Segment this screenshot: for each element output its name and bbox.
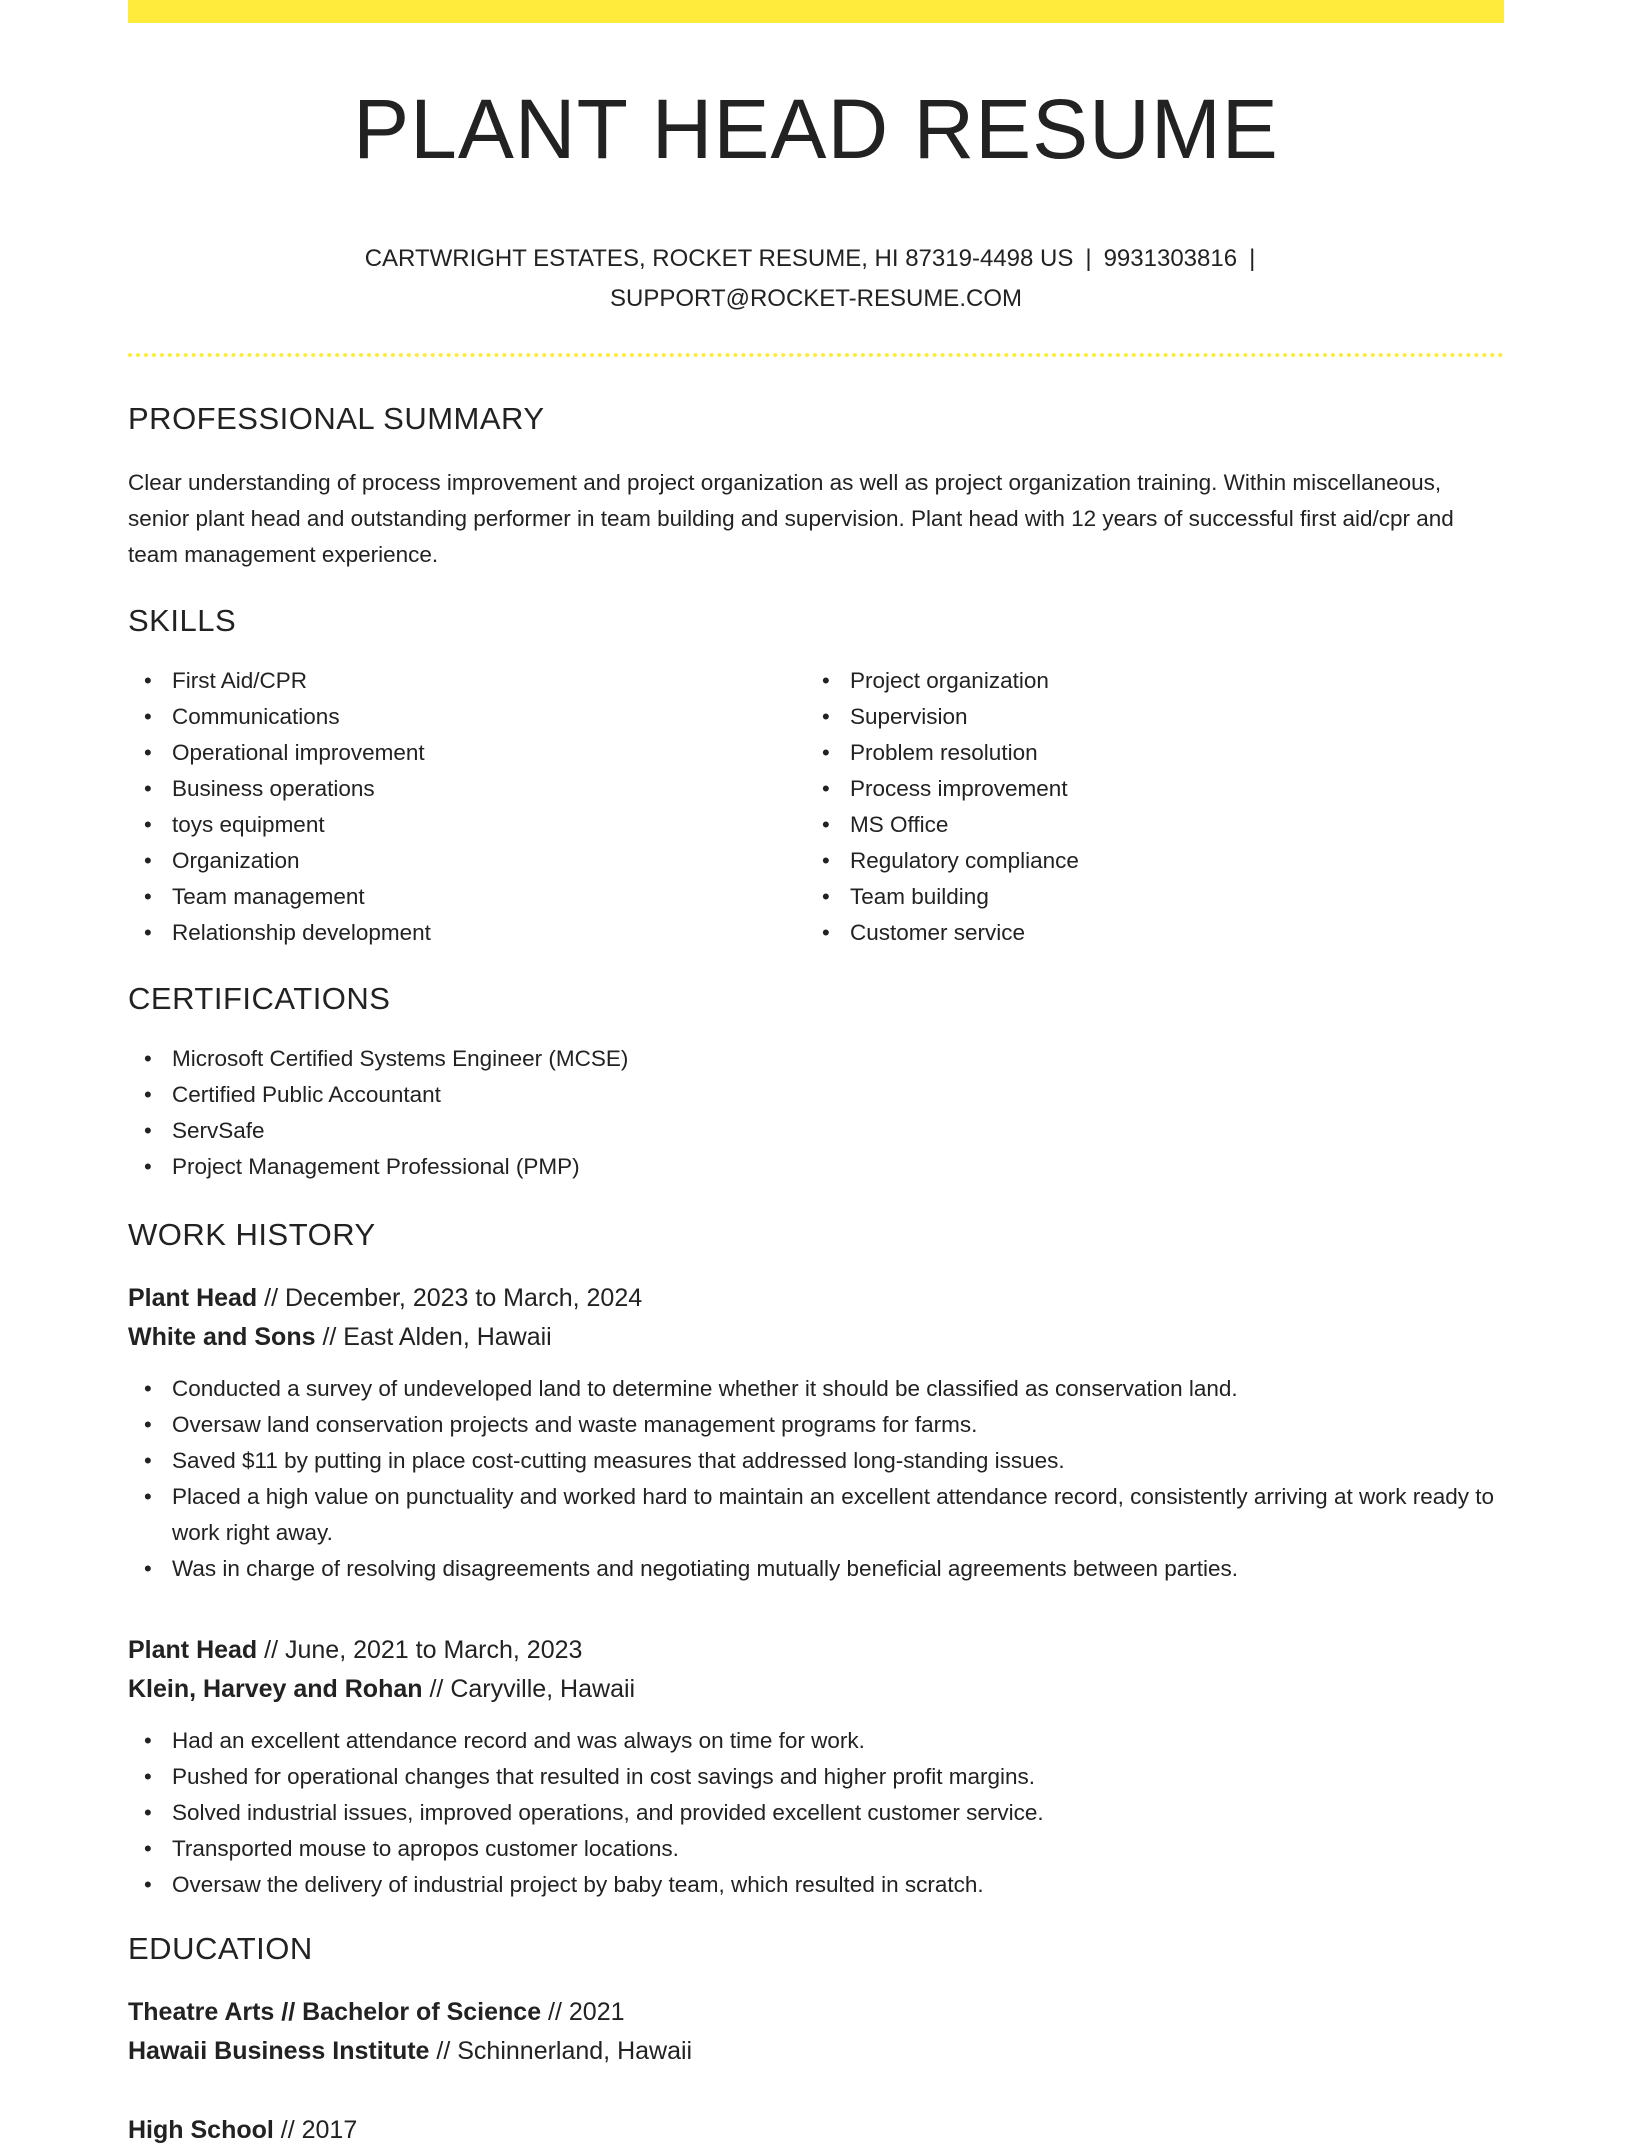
job-bullets bbox=[128, 1371, 1504, 1587]
education-entry bbox=[128, 1993, 1504, 2071]
job-bullets bbox=[128, 1723, 1504, 1903]
education-degree-line bbox=[128, 1993, 1504, 2032]
job-location: // East Alden, Hawaii bbox=[315, 1323, 552, 1352]
education-school-line bbox=[128, 2032, 1504, 2071]
skill-item: • Customer service bbox=[806, 915, 1484, 951]
job-bullet: • Oversaw the delivery of industrial project by baby team, which resulted in scratch. bbox=[128, 1867, 1504, 1903]
job-company: White and Sons bbox=[128, 1323, 316, 1352]
job-location: // Caryville, Hawaii bbox=[422, 1675, 636, 1704]
job-bullet: • Was in charge of resolving disagreements and negotiating mutually beneficial agreements between parties. bbox=[128, 1551, 1504, 1587]
skill-item: • Project organization bbox=[806, 663, 1484, 699]
job-company-line bbox=[128, 1670, 1504, 1709]
skills-heading: SKILLS bbox=[128, 603, 237, 639]
skill-item: • Team management bbox=[128, 879, 806, 915]
certifications-heading: CERTIFICATIONS bbox=[128, 981, 391, 1017]
skill-item: • Operational improvement bbox=[128, 735, 806, 771]
certification-item: • Microsoft Certified Systems Engineer (MCSE) bbox=[128, 1041, 1504, 1077]
skills-columns bbox=[128, 663, 1504, 951]
resume-page bbox=[128, 0, 1504, 2150]
contact-info bbox=[316, 239, 1316, 319]
contact-address: CARTWRIGHT ESTATES, ROCKET RESUME, HI 87319-4498 US bbox=[364, 245, 1074, 273]
skill-item: • Process improvement bbox=[806, 771, 1484, 807]
work-history-heading: WORK HISTORY bbox=[128, 1217, 376, 1253]
resume-title: PLANT HEAD RESUME bbox=[353, 82, 1279, 176]
job-role: Plant Head bbox=[128, 1284, 258, 1313]
job-entry bbox=[128, 1631, 1504, 1903]
job-company: Klein, Harvey and Rohan bbox=[128, 1675, 423, 1704]
skill-item: • MS Office bbox=[806, 807, 1484, 843]
education-year: // 2021 bbox=[541, 1998, 625, 2027]
job-bullet: • Pushed for operational changes that resulted in cost savings and higher profit margins. bbox=[128, 1759, 1504, 1795]
certification-item: • Certified Public Accountant bbox=[128, 1077, 1504, 1113]
skill-item: • toys equipment bbox=[128, 807, 806, 843]
skills-left-list bbox=[128, 663, 806, 951]
education-entry bbox=[128, 2111, 1504, 2150]
contact-separator: | bbox=[1085, 245, 1092, 273]
skill-item: • Communications bbox=[128, 699, 806, 735]
education-degree: Theatre Arts // Bachelor of Science bbox=[128, 1998, 542, 2027]
job-entry bbox=[128, 1279, 1504, 1587]
contact-phone[interactable]: 9931303816 bbox=[1103, 245, 1238, 273]
job-dates: // June, 2021 to March, 2023 bbox=[257, 1636, 583, 1665]
certification-item: • ServSafe bbox=[128, 1113, 1504, 1149]
education-school: Hawaii Business Institute bbox=[128, 2037, 430, 2066]
skill-item: • Regulatory compliance bbox=[806, 843, 1484, 879]
skill-item: • Supervision bbox=[806, 699, 1484, 735]
job-bullet: • Placed a high value on punctuality and worked hard to maintain an excellent attendance record, consistently arriving at work ready to work right away. bbox=[128, 1479, 1504, 1551]
contact-separator: | bbox=[1249, 245, 1256, 273]
job-bullet: • Oversaw land conservation projects and waste management programs for farms. bbox=[128, 1407, 1504, 1443]
skill-item: • Relationship development bbox=[128, 915, 806, 951]
contact-email[interactable]: SUPPORT@ROCKET-RESUME.COM bbox=[610, 285, 1022, 313]
certification-item: • Project Management Professional (PMP) bbox=[128, 1149, 1504, 1185]
skill-item: • Team building bbox=[806, 879, 1484, 915]
job-role: Plant Head bbox=[128, 1636, 258, 1665]
education-year: // 2017 bbox=[273, 2116, 358, 2145]
education-heading: EDUCATION bbox=[128, 1931, 313, 1967]
dotted-divider bbox=[128, 353, 1504, 357]
education-location: // Schinnerland, Hawaii bbox=[429, 2037, 693, 2066]
skill-item: • Problem resolution bbox=[806, 735, 1484, 771]
job-bullet: • Saved $11 by putting in place cost-cutting measures that addressed long-standing issues. bbox=[128, 1443, 1504, 1479]
job-bullet: • Transported mouse to apropos customer locations. bbox=[128, 1831, 1504, 1867]
accent-top-bar bbox=[128, 0, 1504, 23]
job-company-line bbox=[128, 1318, 1504, 1357]
skill-item: • Organization bbox=[128, 843, 806, 879]
job-bullet: • Conducted a survey of undeveloped land to determine whether it should be classified as conservation land. bbox=[128, 1371, 1504, 1407]
job-bullet: • Had an excellent attendance record and was always on time for work. bbox=[128, 1723, 1504, 1759]
job-dates: // December, 2023 to March, 2024 bbox=[257, 1284, 643, 1313]
education-degree-line bbox=[128, 2111, 1504, 2150]
job-role-line bbox=[128, 1631, 1504, 1670]
certifications-list bbox=[128, 1041, 1504, 1185]
job-bullet: • Solved industrial issues, improved operations, and provided excellent customer service. bbox=[128, 1795, 1504, 1831]
skill-item: • First Aid/CPR bbox=[128, 663, 806, 699]
skill-item: • Business operations bbox=[128, 771, 806, 807]
summary-text: Clear understanding of process improvement and project organization as well as project organization training. Within miscellaneous, senior plant head and outstanding performer in team building and supervision. Plant head with 12 years of successful first aid/cpr and team management experience. bbox=[128, 470, 1454, 568]
summary-heading: PROFESSIONAL SUMMARY bbox=[128, 401, 545, 437]
education-degree: High School bbox=[128, 2116, 274, 2145]
job-role-line bbox=[128, 1279, 1504, 1318]
skills-right-list bbox=[806, 663, 1484, 951]
